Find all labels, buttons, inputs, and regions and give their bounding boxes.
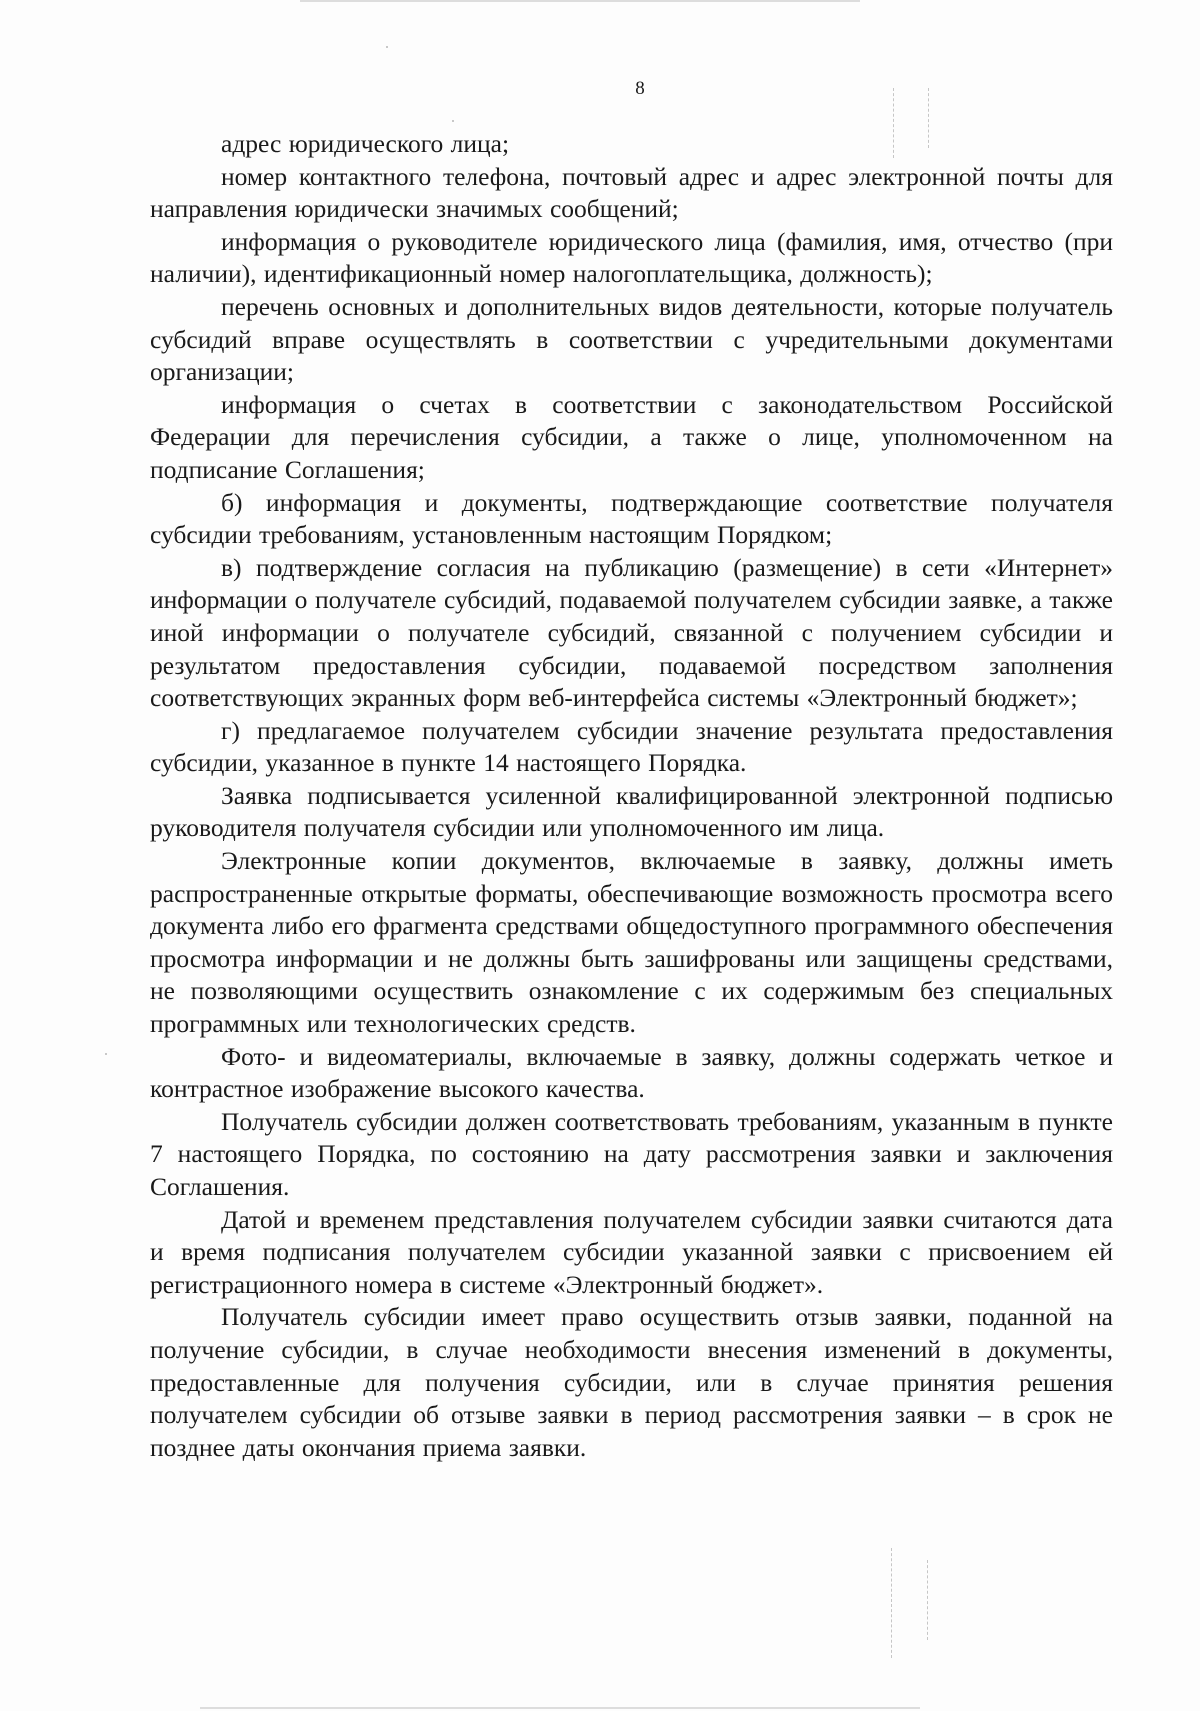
paragraph: информация о счетах в соответствии с законодательством Российской Федерации для перечисления субсидии, а также о лице, уполномоченном на подписание Соглашения; [150, 389, 1113, 484]
paragraph: в) подтверждение согласия на публикацию (размещение) в сети «Интернет» информации о получателе субсидий, подаваемой получателем субсидии заявке, а также иной информации о получателе субсидий, связанной с получением субсидии и результатом предоставления субсидии, подаваемой посредством заполнения соответствующих экранных форм веб-интерфейса системы «Электронный бюджет»; [150, 552, 1113, 713]
paragraph: адрес юридического лица; [221, 129, 510, 158]
body-text [150, 128, 1113, 1464]
scan-dot [452, 120, 454, 122]
paragraph: Электронные копии документов, включаемые в заявку, должны иметь распространенные открытые форматы, обеспечивающие возможность просмотра всего документа либо его фрагмента средствами общедоступного программного обеспечения просмотра информации и не должны быть зашифрованы или защищены средствами, не позволяющими осуществить ознакомление с их содержимым без специальных программных или технологических средств. [150, 846, 1113, 1039]
scan-mark [927, 1560, 928, 1640]
paragraph: Получатель субсидии имеет право осуществить отзыв заявки, поданной на получение субсидии, в случае необходимости внесения изменений в документы, предоставленные для получения субсидии, или в случае принятия решения получателем субсидии об отзыве заявки в период рассмотрения заявки – в срок не позднее даты окончания приема заявки. [150, 1302, 1113, 1462]
paragraph: Получатель субсидии должен соответствовать требованиям, указанным в пункте 7 настоящего Порядка, по состоянию на дату рассмотрения заявки и заключения Соглашения. [150, 1106, 1113, 1201]
scan-edge-bottom [200, 1707, 920, 1709]
paragraph: г) предлагаемое получателем субсидии значение результата предоставления субсидии, указанное в пункте 14 настоящего Порядка. [150, 715, 1113, 778]
paragraph: Датой и временем представления получателем субсидии заявки считаются дата и время подписания получателем субсидии указанной заявки с присвоением ей регистрационного номера в системе «Электронный бюджет». [150, 1204, 1113, 1299]
paragraph: Заявка подписывается усиленной квалифицированной электронной подписью руководителя получателя субсидии или уполномоченного им лица. [150, 780, 1113, 843]
paragraph: номер контактного телефона, почтовый адрес и адрес электронной почты для направления юридически значимых сообщений; [150, 161, 1113, 224]
paragraph: б) информация и документы, подтверждающие соответствие получателя субсидии требованиям, установленным настоящим Порядком; [150, 487, 1113, 550]
paragraph: Фото- и видеоматериалы, включаемые в заявку, должны содержать четкое и контрастное изображение высокого качества. [150, 1041, 1113, 1104]
scan-edge-top [300, 0, 860, 2]
scan-mark [891, 1548, 892, 1658]
page-number: 8 [635, 78, 645, 99]
scan-dot [386, 46, 388, 48]
scan-dot [105, 1053, 107, 1055]
paragraph: информация о руководителе юридического лица (фамилия, имя, отчество (при наличии), идентификационный номер налогоплательщика, должность); [150, 226, 1113, 289]
paragraph: перечень основных и дополнительных видов деятельности, которые получатель субсидий вправе осуществлять в соответствии с учредительными документами организации; [150, 291, 1113, 387]
